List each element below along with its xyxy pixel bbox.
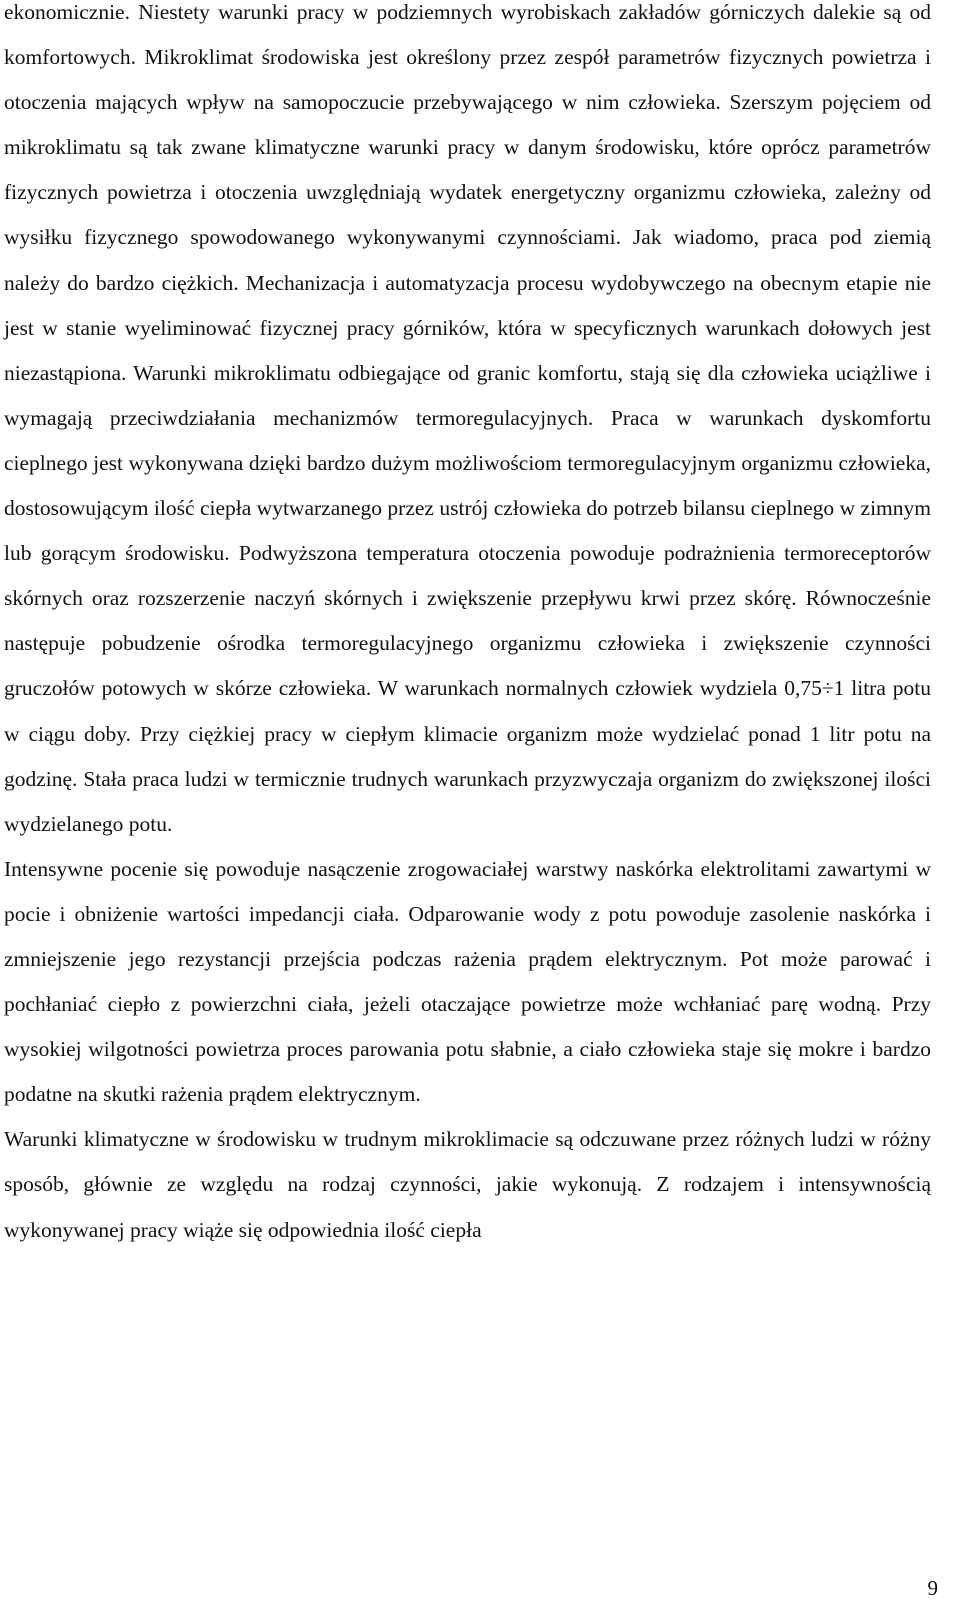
paragraph-sweating-impedance: Intensywne pocenie się powoduje nasączenie zrogowaciałej warstwy naskórka elektrolitami zawartymi w pocie i obniżenie wartości impedancji ciała. Odparowanie wody z potu powoduje zasolenie naskórka i zmniejszenie jego rezystancji przejścia podczas rażenia prądem elektrycznym. Pot może parować i pochłaniać ciepło z powierzchni ciała, jeżeli otaczające powietrze może wchłaniać parę wodną. Przy wysokiej wilgotności powietrza proces parowania potu słabnie, a ciało człowieka staje się mokre i bardzo podatne na skutki rażenia prądem elektrycznym.: [4, 856, 931, 1107]
paragraph-climate-perception: Warunki klimatyczne w środowisku w trudnym mikroklimacie są odczuwane przez różnych ludzi w różny sposób, głównie ze względu na rodzaj czynności, jakie wykonują. Z rodzajem i intensywnością wykonywanej pracy wiąże się odpowiednia ilość ciepła: [4, 1127, 931, 1242]
body-text: [4, 0, 931, 1253]
paragraph-mine-microclimate: ekonomicznie. Niestety warunki pracy w podziemnych wyrobiskach zakładów górniczych dalekie są od komfortowych. Mikroklimat środowiska jest określony przez zespół parametrów fizycznych powietrza i otoczenia mających wpływ na samopoczucie przebywającego w nim człowieka. Szerszym pojęciem od mikroklimatu są tak zwane klimatyczne warunki pracy w danym środowisku, które oprócz parametrów fizycznych powietrza i otoczenia uwzględniają wydatek energetyczny organizmu człowieka, zależny od wysiłku fizycznego spowodowanego wykonywanymi czynnościami. Jak wiadomo, praca pod ziemią należy do bardzo ciężkich. Mechanizacja i automatyzacja procesu wydobywczego na obecnym etapie nie jest w stanie wyeliminować fizycznej pracy górników, która w specyficznych warunkach dołowych jest niezastąpiona. Warunki mikroklimatu odbiegające od granic komfortu, stają się dla człowieka uciążliwe i wymagają przeciwdziałania mechanizmów termoregulacyjnych. Praca w warunkach dyskomfortu cieplnego jest wykonywana dzięki bardzo dużym możliwościom termoregulacyjnym organizmu człowieka, dostosowującym ilość ciepła wytwarzanego przez ustrój człowieka do potrzeb bilansu cieplnego w zimnym lub gorącym środowisku. Podwyższona temperatura otoczenia powoduje podrażnienia termoreceptorów skórnych oraz rozszerzenie naczyń skórnych i zwiększenie przepływu krwi przez skórę. Równocześnie następuje pobudzenie ośrodka termoregulacyjnego organizmu człowieka i zwiększenie czynności gruczołów potowych w skórze człowieka. W warunkach normalnych człowiek wydziela 0,75÷1 litra potu w ciągu doby. Przy ciężkiej pracy w ciepłym klimacie organizm może wydzielać ponad 1 litr potu na godzinę. Stała praca ludzi w termicznie trudnych warunkach przyzwyczaja organizm do zwiększonej ilości wydzielanego potu.: [4, 0, 931, 836]
page-number: 9: [927, 1576, 938, 1600]
